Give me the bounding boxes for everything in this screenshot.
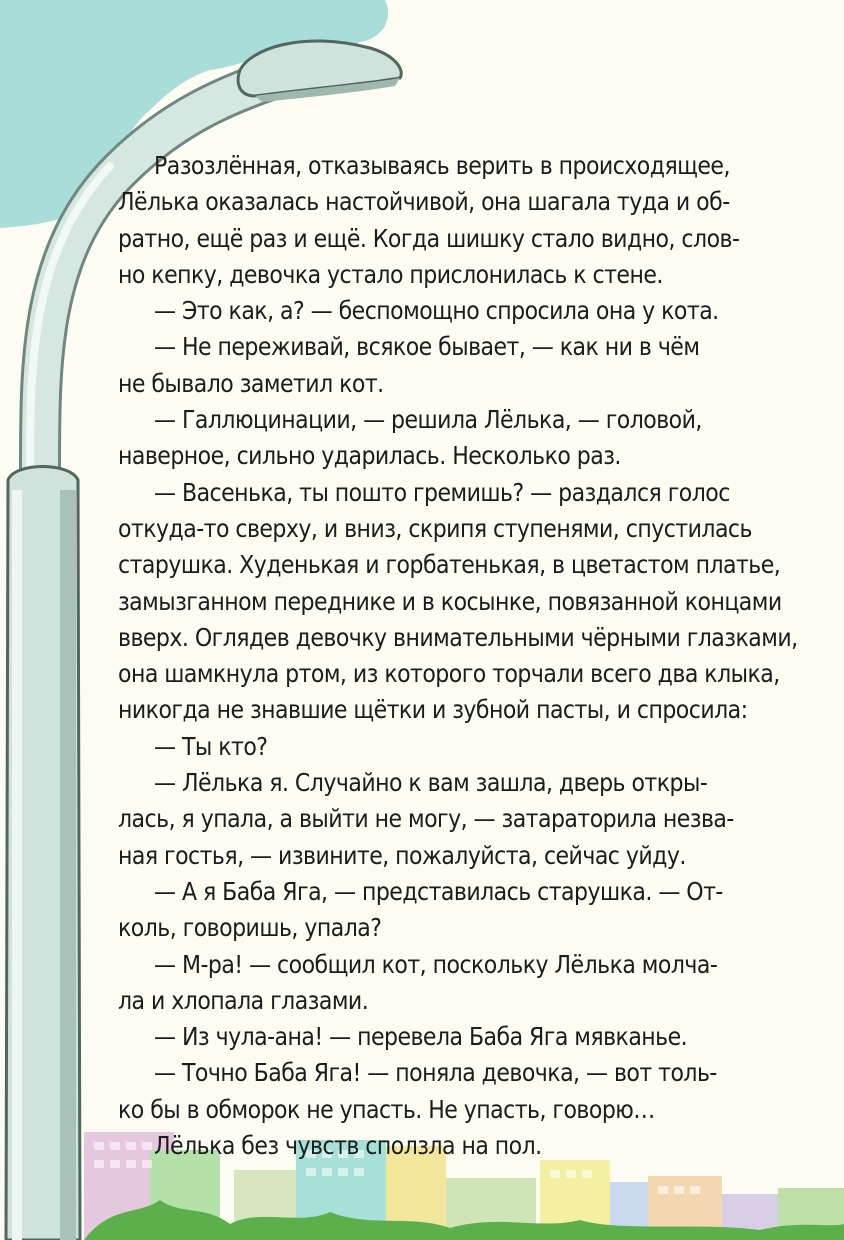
text-line: Разозлённая, отказываясь верить в происходящее,	[154, 151, 730, 180]
text-line: она шамкнула ртом, из которого торчали всего два клыка,	[118, 659, 780, 689]
text-line: наверное, сильно ударилась. Несколько раз.	[118, 441, 621, 471]
text-line: — Это как, а? — беспомощно спросила она у кота.	[154, 296, 719, 326]
text-line: Лёлька без чувств сползла на пол.	[154, 1131, 542, 1161]
text-line: откуда-то сверху, и вниз, скрипя ступенями, спустилась	[118, 513, 752, 543]
text-line: — Васенька, ты пошто гремишь? — раздался голос	[154, 477, 730, 507]
text-line: ко бы в обморок не упасть. Не упасть, говорю…	[118, 1094, 655, 1124]
text-line: вверх. Оглядев девочку внимательными чёрными глазками,	[118, 622, 798, 652]
text-line: — Лёлька я. Случайно к вам зашла, дверь откры-	[154, 768, 708, 798]
text-line: старушка. Худенькая и горбатенькая, в цветастом платье,	[118, 550, 781, 580]
story-text	[118, 148, 798, 1164]
text-line: ла и хлопала глазами.	[118, 985, 369, 1015]
text-line: Лёлька оказалась настойчивой, она шагала туда и об-	[118, 187, 730, 217]
text-line: не бывало заметил кот.	[118, 368, 384, 398]
text-line: — Галлюцинации, — решила Лёлька, — головой,	[154, 405, 702, 435]
text-line: лась, я упала, а выйти не могу, — затараторила незва-	[118, 804, 734, 834]
text-line: — А я Баба Яга, — представилась старушка. — От-	[154, 876, 723, 906]
text-line: но кепку, девочка устало прислонилась к стене.	[118, 259, 663, 289]
text-line: — Точно Баба Яга! — поняла девочка, — вот толь-	[154, 1058, 717, 1088]
text-line: никогда не знавшие щётки и зубной пасты, и спросила:	[118, 695, 748, 725]
text-line: — Из чула-ана! — перевела Баба Яга мявканье.	[154, 1022, 688, 1052]
text-line: ратно, ещё раз и ещё. Когда шишку стало видно, слов-	[118, 223, 740, 253]
text-line: — Не переживай, всякое бывает, — как ни в чём	[154, 332, 700, 362]
text-line: — Ты кто?	[154, 731, 268, 761]
text-line: — М-ра! — сообщил кот, поскольку Лёлька молча-	[154, 949, 718, 979]
text-line: ная гостья, — извините, пожалуйста, сейчас уйду.	[118, 840, 686, 870]
text-line: коль, говоришь, упала?	[118, 913, 382, 943]
text-line: замызганном переднике и в косынке, повязанной концами	[118, 586, 782, 616]
